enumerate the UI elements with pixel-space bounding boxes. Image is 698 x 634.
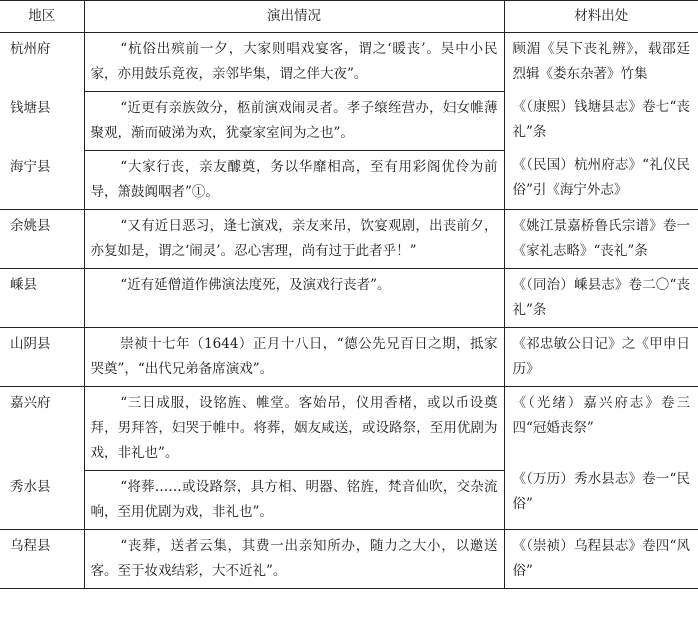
table-row — [0, 269, 698, 328]
source-cell — [504, 387, 698, 530]
table-row — [0, 33, 698, 92]
source-cell: 《姚江景嘉桥鲁氏宗谱》卷一《家礼志略》“丧礼”条 — [504, 210, 698, 269]
content-cell: “丧葬，送者云集，其费一出亲知所办，随力之大小，以邀送客。至于妆戏结彩，大不近礼”。 — [84, 530, 504, 589]
source-text: 《（康熙）钱塘县志》卷七“丧礼”条 — [512, 99, 690, 140]
header-content: 演出情况 — [84, 1, 504, 33]
content-cell: “又有近日恶习，逢七演戏，亲友来吊，饮宴观剧，出丧前夕，亦复如是，谓之‘闹灵’。忍心害理，尚有过于此者乎！” — [84, 210, 504, 269]
region-name: 杭州府 — [10, 41, 51, 57]
region-cell — [0, 33, 84, 92]
source-cell: 《祁忠敏公日记》之《甲申日历》 — [504, 328, 698, 387]
region-name: 乌程县 — [0, 530, 84, 589]
table-row — [0, 328, 698, 387]
region-name: 钱塘县 — [10, 99, 51, 116]
content-cell: “大家行丧，亲友醵奠，务以华靡相高，至有用彩阁优伶为前导，箫鼓阗咽者”①。 — [84, 151, 504, 210]
source-text: 《（万历）秀水县志》卷一“民俗” — [512, 471, 690, 512]
source-cell — [504, 33, 698, 210]
content-cell: “近更有亲族敛分，柩前演戏闹灵者。孝子缞绖营办，妇女帷薄聚观，渐而破涕为欢，犹豪家室间为之也”。 — [84, 92, 504, 151]
region-name: 余姚县 — [0, 210, 84, 269]
table-row — [0, 530, 698, 589]
source-text: 顾湄《吴下丧礼辨》，载邵廷烈辑《娄东杂著》竹集 — [512, 41, 690, 82]
table-row — [0, 210, 698, 269]
table-row — [0, 387, 698, 471]
region-name: 嵊县 — [0, 269, 84, 328]
source-cell: 《（崇祯）乌程县志》卷四“风俗” — [504, 530, 698, 589]
region-name: 山阴县 — [0, 328, 84, 387]
source-text: 《（民国）杭州府志》“礼仪民俗”引《海宁外志》 — [512, 157, 690, 198]
content-cell: 崇祯十七年（1644）正月十八日，“德公先兄百日之期，抵家哭奠”，“出代兄弟备席演戏”。 — [84, 328, 504, 387]
content-cell: “杭俗出殡前一夕，大家则唱戏宴客，谓之‘暖丧’。吴中小民家，亦用鼓乐竟夜，亲邻毕集，谓之伴大夜”。 — [84, 33, 504, 92]
region-name: 秀水县 — [10, 478, 51, 495]
region-cell — [0, 151, 84, 210]
content-cell: “三日成服，设铭旌、帷堂。客始吊，仪用香楮，或以币设奠拜，男拜答，妇哭于帷中。将葬，姻友咸送，或设路祭，至用优剧为戏，非礼也”。 — [84, 387, 504, 471]
content-cell: “将葬……或设路祭，具方相、明器、铭旌，梵音仙吹，交杂流响，至用优剧为戏，非礼也”。 — [84, 471, 504, 530]
region-name: 嘉兴府 — [0, 387, 84, 471]
header-region: 地区 — [0, 1, 84, 33]
header-source: 材料出处 — [504, 1, 698, 33]
source-text: 《（光绪）嘉兴府志》卷三四“冠婚丧祭” — [512, 395, 690, 436]
source-cell: 《（同治）嵊县志》卷二〇“丧礼”条 — [504, 269, 698, 328]
region-name: 海宁县 — [10, 158, 51, 175]
header-row — [0, 1, 698, 33]
region-cell — [0, 92, 84, 151]
content-cell: “近有延僧道作佛演法度死，及演戏行丧者”。 — [84, 269, 504, 328]
